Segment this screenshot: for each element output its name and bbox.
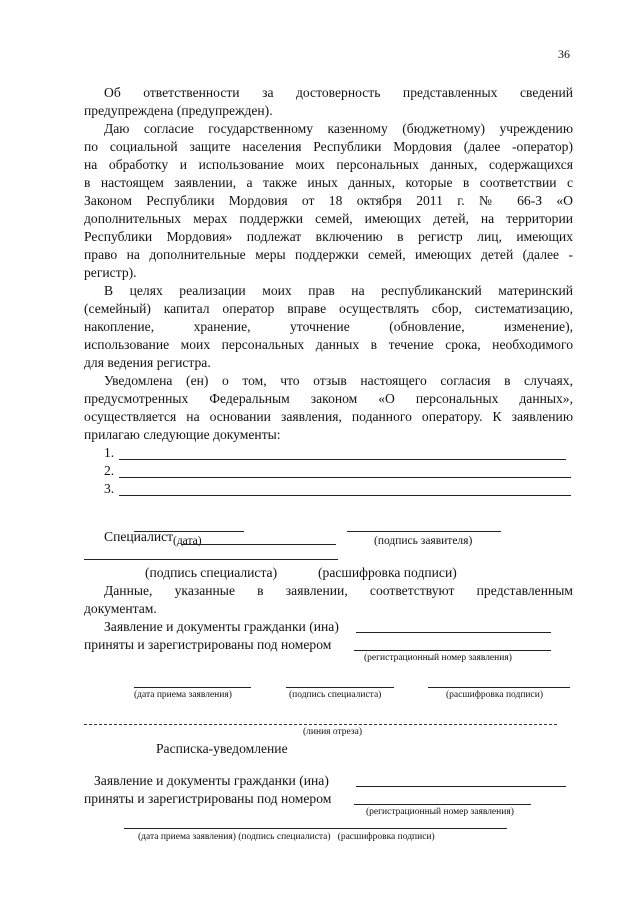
cut-dashed-line	[84, 724, 557, 725]
signature-decoding-caption: (расшифровка подписи)	[318, 565, 457, 580]
text-line: Республики Мордовия» подлежат включению в регистр лиц, имеющих	[84, 229, 573, 244]
page-number: 36	[558, 47, 570, 61]
receipt-decoding-line[interactable]	[428, 687, 570, 688]
receipt-title: Расписка-уведомление	[156, 741, 288, 756]
text-line: накопление, хранение, уточнение (обновление, изменение),	[84, 319, 573, 334]
cut-line-caption: (линия отреза)	[303, 727, 363, 737]
receipt-date-line[interactable]	[134, 687, 251, 688]
text-line: Законом Республики Мордовия от 18 октября 2011 г. № 66-З «О	[84, 193, 573, 208]
text-line: Уведомлена (ен) о том, что отзыв настоящего согласия в случаях,	[104, 373, 573, 388]
text-line: Об ответственности за достоверность представленных сведений	[104, 85, 573, 100]
text-line: (семейный) капитал оператор вправе осуществлять сбор, систематизацию,	[84, 301, 573, 316]
text-line: дополнительных мерах поддержки семей, имеющих детей, на территории	[84, 211, 573, 226]
text-line: Данные, указанные в заявлении, соответствуют представленным	[104, 583, 573, 598]
document-item-2-line[interactable]	[119, 477, 571, 478]
registration-number-line[interactable]	[354, 650, 551, 651]
text-line: использование моих персональных данных в течение срока, необходимого	[84, 337, 573, 352]
receipt-sign-caption: (подпись специалиста)	[289, 690, 382, 700]
text-line: в настоящем заявлении, а также иных данных, которые в соответствии с	[84, 175, 573, 190]
applicant-signature-line[interactable]	[347, 531, 501, 532]
receipt-signature-captions: (дата приема заявления) (подпись специалиста) (расшифровка подписи)	[138, 832, 435, 842]
receipt-specialist-sign-line[interactable]	[286, 687, 394, 688]
text-line: право на дополнительные меры поддержки семей, имеющих детей (далее -	[84, 247, 573, 262]
text-line: осуществляется на основании заявления, поданного оператору. К заявлению	[84, 409, 573, 424]
receipt-number-line[interactable]	[354, 804, 531, 805]
receipt-decoding-caption: (расшифровка подписи)	[446, 690, 543, 700]
specialist-name-line[interactable]	[181, 544, 336, 545]
receipt-applicant-label: Заявление и документы гражданки (ина)	[94, 773, 329, 788]
registration-applicant-label: Заявление и документы гражданки (ина)	[104, 619, 339, 634]
document-item-1-line[interactable]	[119, 459, 566, 460]
document-item-3-label: 3.	[104, 481, 115, 496]
text-line: по социальной защите населения Республики Мордовия (далее -оператор)	[84, 139, 573, 154]
text-line: В целях реализации моих прав на республиканский материнский	[104, 283, 573, 298]
registration-number-caption: (регистрационный номер заявления)	[364, 653, 512, 663]
document-item-3-line[interactable]	[119, 495, 571, 496]
registration-number-label: приняты и зарегистрированы под номером	[84, 637, 332, 652]
receipt-signature-line[interactable]	[124, 828, 507, 829]
receipt-number-caption: (регистрационный номер заявления)	[366, 807, 514, 817]
document-item-1-label: 1.	[104, 445, 115, 460]
receipt-number-label: приняты и зарегистрированы под номером	[84, 791, 332, 806]
specialist-signature-caption: (подпись специалиста)	[145, 565, 278, 580]
registration-applicant-line[interactable]	[356, 632, 551, 633]
specialist-label: Специалист	[104, 529, 174, 544]
applicant-signature-caption: (подпись заявителя)	[374, 535, 473, 547]
text-line: предусмотренных Федеральным законом «О персональных данных»,	[84, 391, 573, 406]
receipt-applicant-line[interactable]	[356, 786, 566, 787]
date-caption: (дата)	[173, 535, 202, 547]
receipt-date-caption: (дата приема заявления)	[134, 690, 232, 700]
specialist-signature-line[interactable]	[84, 559, 338, 560]
text-line: на обработку и использование моих персональных данных, содержащихся	[84, 157, 573, 172]
document-item-2-label: 2.	[104, 463, 115, 478]
text-line: Даю согласие государственному казенному (бюджетному) учреждению	[104, 121, 573, 136]
